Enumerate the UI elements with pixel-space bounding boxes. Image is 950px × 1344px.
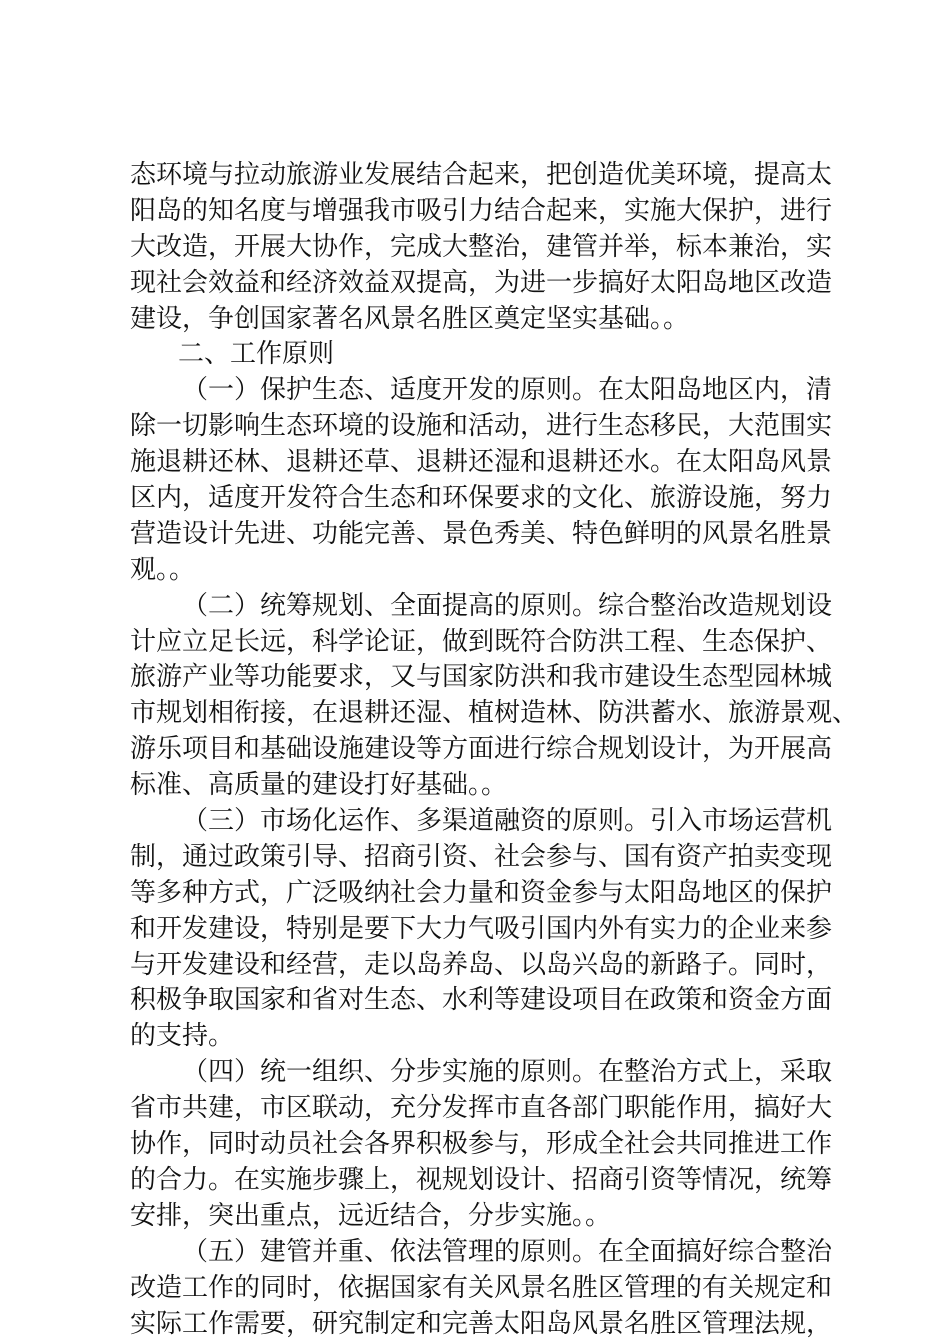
intro-paragraph	[130, 158, 833, 337]
text-line: （二）统筹规划、全面提高的原则。综合整治改造规划设	[182, 590, 833, 621]
text-line: 等多种方式，广泛吸纳社会力量和资金参与太阳岛地区的保护	[130, 877, 833, 908]
text-line: 的合力。在实施步骤上，视规划设计、招商引资等情况，统筹	[130, 1164, 833, 1195]
text-line: 阳岛的知名度与增强我市吸引力结合起来，实施大保护，进行	[130, 195, 833, 226]
text-line: 观。。	[130, 554, 196, 585]
text-line: 游乐项目和基础设施建设等方面进行综合规划设计，为开展高	[130, 734, 833, 765]
text-line: 态环境与拉动旅游业发展结合起来，把创造优美环境，提高太	[130, 160, 833, 190]
text-line: 与开发建设和经营，走以岛养岛、以岛兴岛的新路子。同时，	[130, 949, 833, 980]
text-line: 标准、高质量的建设打好基础。。	[130, 770, 508, 801]
text-line: 改造工作的同时，依据国家有关风景名胜区管理的有关规定和	[130, 1272, 833, 1303]
document-page	[130, 158, 859, 1342]
text-line: 大改造，开展大协作，完成大整治，建管并举，标本兼治，实	[130, 231, 833, 262]
text-line: 旅游产业等功能要求，又与国家防洪和我市建设生态型园林城	[130, 662, 833, 693]
text-line: （四）统一组织、分步实施的原则。在整治方式上，采取	[182, 1057, 833, 1088]
text-line: 制，通过政策引导、招商引资、社会参与、国有资产拍卖变现	[130, 841, 833, 872]
principle-paragraph-2	[130, 589, 859, 804]
text-line: 省市共建，市区联动，充分发挥市直各部门职能作用，搞好大	[130, 1093, 833, 1124]
text-line: （三）市场化运作、多渠道融资的原则。引入市场运营机	[182, 806, 833, 837]
text-line: 和开发建设，特别是要下大力气吸引国内外有实力的企业来参	[130, 913, 833, 944]
text-line: 实际工作需要，研究制定和完善太阳岛风景名胜区管理法规，	[130, 1308, 833, 1339]
text-line: 协作，同时动员社会各界积极参与，形成全社会共同推进工作	[130, 1129, 833, 1160]
principle-paragraph-4	[130, 1055, 833, 1234]
text-line: 现社会效益和经济效益双提高，为进一步搞好太阳岛地区改造	[130, 267, 833, 298]
text-line: 的支持。	[130, 1021, 235, 1052]
text-line: 建设，争创国家著名风景名胜区奠定坚实基础。。	[130, 303, 690, 334]
text-line: （一）保护生态、适度开发的原则。在太阳岛地区内，清	[182, 375, 833, 406]
text-line: 区内，适度开发符合生态和环保要求的文化、旅游设施，努力	[130, 483, 833, 514]
principle-paragraph-5	[130, 1235, 833, 1343]
principle-paragraph-1	[130, 373, 833, 588]
text-line: 市规划相衔接，在退耕还湿、植树造林、防洪蓄水、旅游景观、	[130, 698, 859, 729]
text-line: 施退耕还林、退耕还草、退耕还湿和退耕还水。在太阳岛风景	[130, 447, 833, 478]
text-line: 安排，突出重点，远近结合，分步实施。。	[130, 1200, 612, 1231]
section-heading: 二、工作原则	[178, 339, 335, 370]
principle-paragraph-3	[130, 804, 833, 1055]
text-line: 除一切影响生态环境的设施和活动，进行生态移民，大范围实	[130, 411, 833, 442]
text-line: （五）建管并重、依法管理的原则。在全面搞好综合整治	[182, 1236, 833, 1267]
text-line: 积极争取国家和省对生态、水利等建设项目在政策和资金方面	[130, 985, 833, 1016]
text-line: 计应立足长远，科学论证，做到既符合防洪工程、生态保护、	[130, 626, 833, 657]
text-line: 营造设计先进、功能完善、景色秀美、特色鲜明的风景名胜景	[130, 518, 833, 549]
